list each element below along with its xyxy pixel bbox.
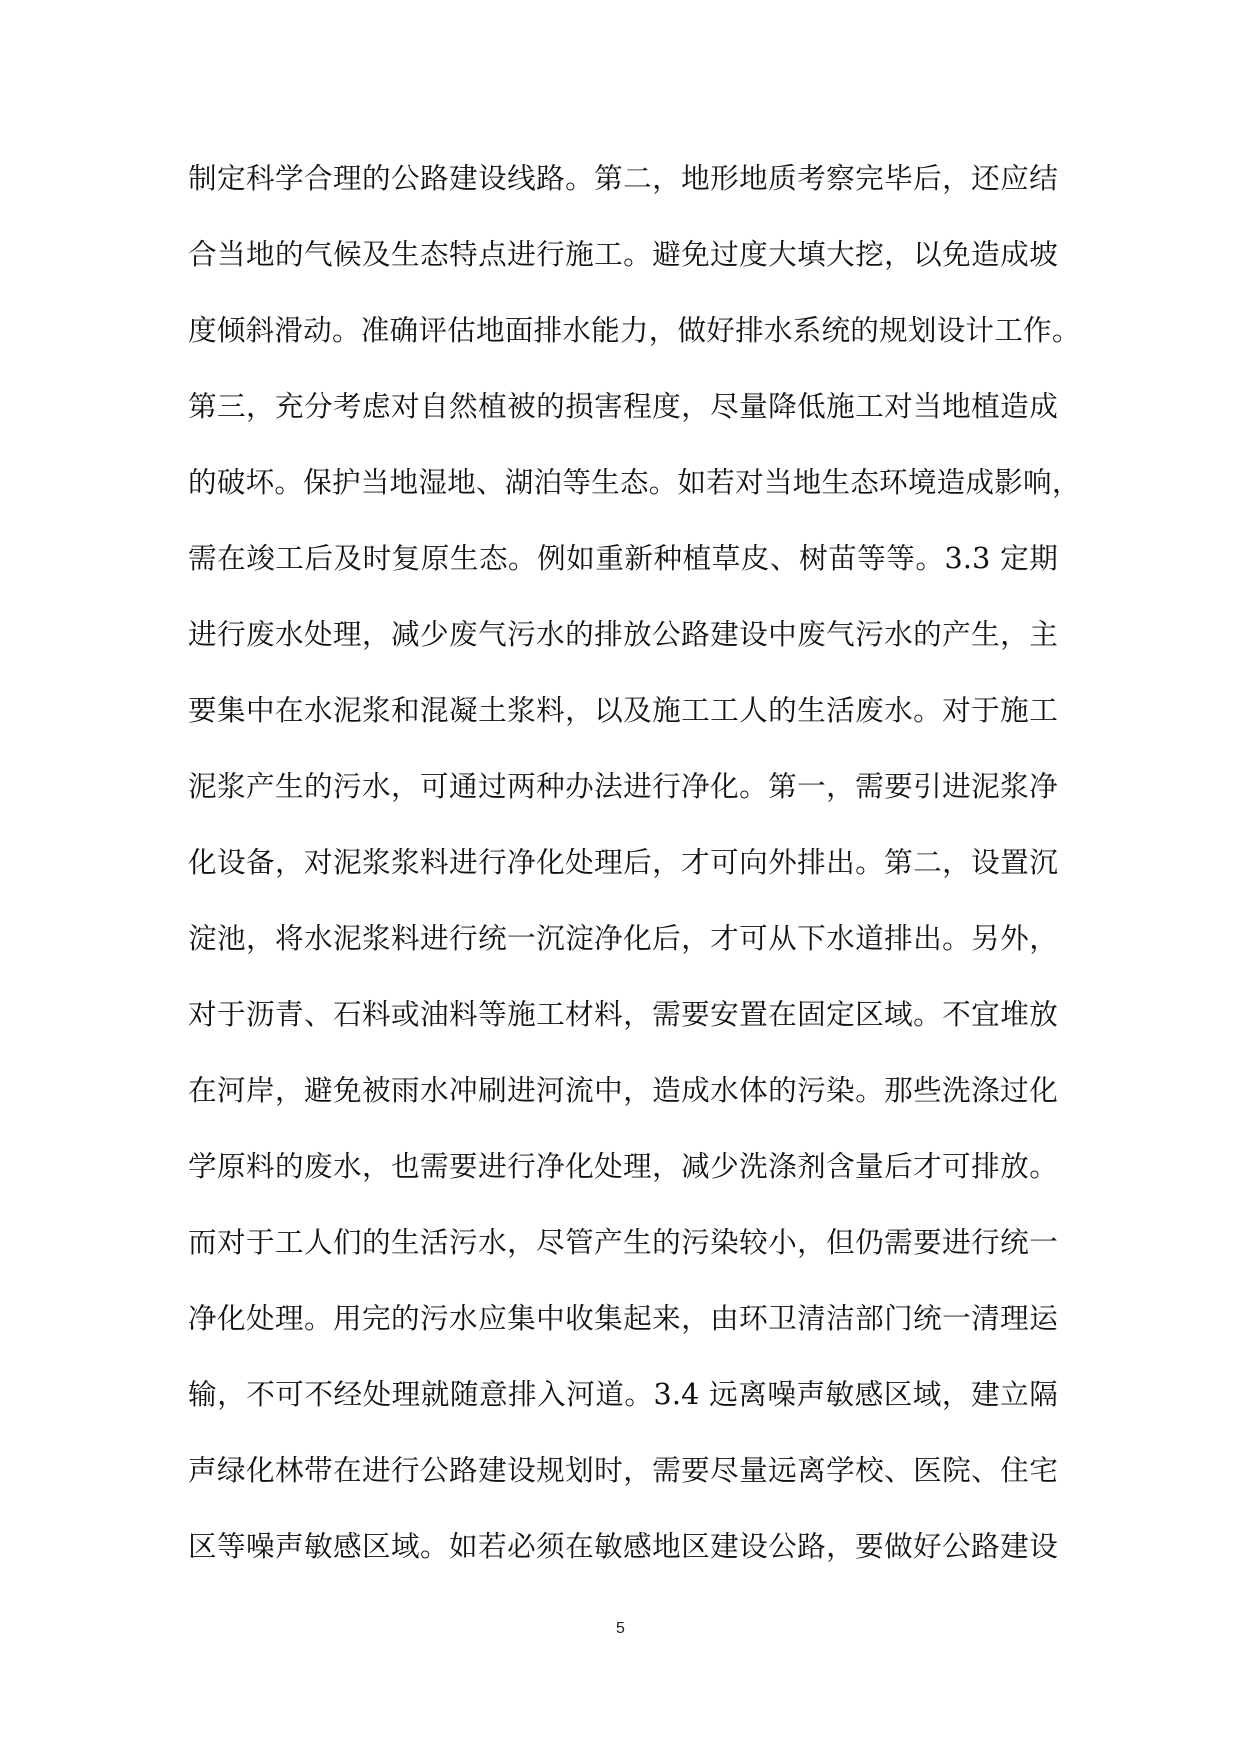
text-line: 化设备，对泥浆浆料进行净化处理后，才可向外排出。第二，设置沉 (188, 845, 1058, 879)
text-line: 要集中在水泥浆和混凝土浆料，以及施工工人的生活废水。对于施工 (188, 693, 1058, 727)
text-line: 泥浆产生的污水，可通过两种办法进行净化。第一，需要引进泥浆净 (188, 769, 1058, 803)
text-line: 声绿化林带在进行公路建设规划时，需要尽量远离学校、医院、住宅 (188, 1453, 1058, 1487)
text-line: 净化处理。用完的污水应集中收集起来，由环卫清洁部门统一清理运 (188, 1301, 1058, 1335)
text-line: 在河岸，避免被雨水冲刷进河流中，造成水体的污染。那些洗涤过化 (188, 1073, 1058, 1107)
body-text (188, 145, 1081, 1589)
text-line: 学原料的废水，也需要进行净化处理，减少洗涤剂含量后才可排放。 (188, 1149, 1058, 1183)
text-line: 区等噪声敏感区域。如若必须在敏感地区建设公路，要做好公路建设 (188, 1529, 1058, 1563)
text-line: 制定科学合理的公路建设线路。第二，地形地质考察完毕后，还应结 (188, 161, 1058, 195)
text-line: 需在竣工后及时复原生态。例如重新种植草皮、树苗等等。3.3 定期 (188, 541, 1058, 575)
text-line: 的破坏。保护当地湿地、湖泊等生态。如若对当地生态环境造成影响， (188, 465, 1081, 499)
text-line: 第三，充分考虑对自然植被的损害程度，尽量降低施工对当地植造成 (188, 389, 1058, 423)
page-number: 5 (616, 1620, 625, 1637)
text-line: 对于沥青、石料或油料等施工材料，需要安置在固定区域。不宜堆放 (188, 997, 1058, 1031)
text-line: 进行废水处理，减少废气污水的排放公路建设中废气污水的产生，主 (188, 617, 1058, 651)
text-line: 合当地的气候及生态特点进行施工。避免过度大填大挖，以免造成坡 (188, 237, 1058, 271)
text-line: 淀池，将水泥浆料进行统一沉淀净化后，才可从下水道排出。另外， (188, 921, 1058, 955)
text-line: 度倾斜滑动。准确评估地面排水能力，做好排水系统的规划设计工作。 (188, 313, 1081, 347)
text-line: 而对于工人们的生活污水，尽管产生的污染较小，但仍需要进行统一 (188, 1225, 1058, 1259)
text-line: 输，不可不经处理就随意排入河道。3.4 远离噪声敏感区域，建立隔 (188, 1377, 1058, 1411)
